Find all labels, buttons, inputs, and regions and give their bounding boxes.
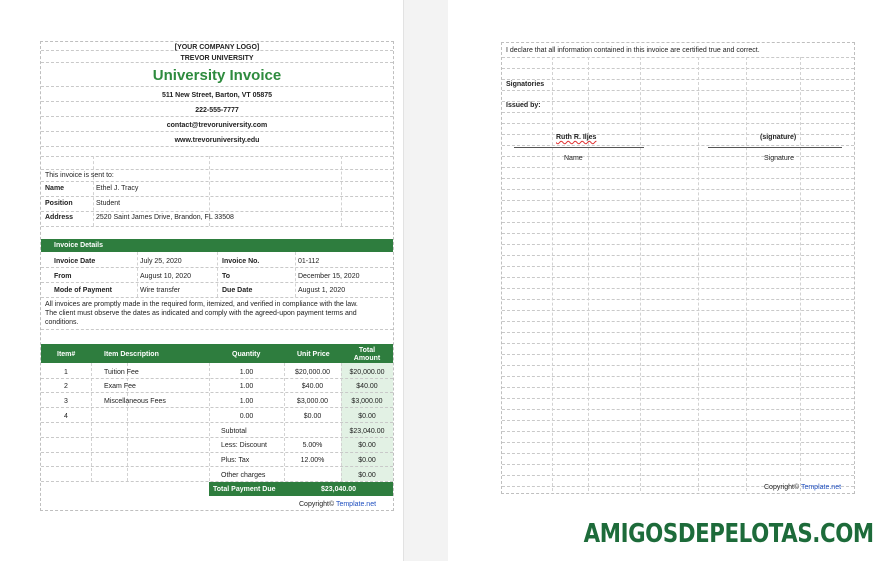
- grid-col-line: [746, 57, 747, 491]
- total-payment-label: Total Payment Due: [213, 486, 276, 493]
- item-qty: 0.00: [239, 413, 254, 420]
- total-payment-value: $23,040.00: [320, 486, 357, 493]
- grid-row-line: [502, 145, 854, 146]
- payment-mode-value[interactable]: Wire transfer: [140, 287, 181, 294]
- invoice-details-header: [41, 239, 393, 252]
- company-address: 511 New Street, Barton, VT 05875: [161, 92, 273, 99]
- invoice-details-title: Invoice Details: [54, 242, 104, 249]
- grid-row-line: [502, 464, 854, 465]
- payment-mode-label: Mode of Payment: [54, 287, 112, 294]
- grid-row-line: [502, 365, 854, 366]
- invoice-date-label: Invoice Date: [54, 258, 96, 265]
- invoice-date-value[interactable]: July 25, 2020: [140, 258, 182, 265]
- item-desc: Miscellaneous Fees: [104, 398, 166, 405]
- grid-row-line: [502, 409, 854, 410]
- item-qty: 1.00: [239, 383, 254, 390]
- recipient-address-value[interactable]: 2520 Saint James Drive, Brandon, FL 33508: [96, 214, 234, 221]
- copyright-2: [764, 484, 841, 491]
- grid-row-line: [502, 398, 854, 399]
- other-charges-value: $0.00: [358, 472, 376, 479]
- item-qty: 1.00: [239, 369, 254, 376]
- item-amount: $40.00: [356, 383, 378, 390]
- copyright-prefix: Copyright©: [299, 501, 335, 508]
- tax-value: $0.00: [358, 457, 376, 464]
- col-total-1: Total: [358, 347, 376, 354]
- sent-to-label: This invoice is sent to:: [45, 172, 114, 179]
- grid-row-line: [502, 310, 854, 311]
- item-amount: $20,000.00: [349, 369, 385, 376]
- recipient-position-value[interactable]: Student: [96, 200, 121, 207]
- item-desc: Exam Fee: [104, 383, 136, 390]
- name-signature-line: [514, 147, 644, 148]
- due-date-value[interactable]: August 1, 2020: [298, 287, 346, 294]
- recipient-position-label: Position: [45, 200, 73, 207]
- grid-col-line: [588, 57, 589, 491]
- items-header: [41, 344, 393, 363]
- grid-row-line: [502, 420, 854, 421]
- grid-row-line: [502, 431, 854, 432]
- grid-row-line: [502, 376, 854, 377]
- col-description: Item Description: [104, 351, 159, 358]
- grid-row-line: [502, 90, 854, 91]
- grid-row-line: [502, 244, 854, 245]
- recipient-name-label: Name: [45, 185, 65, 192]
- grid-row-line: [502, 211, 854, 212]
- page-gutter: [403, 0, 449, 561]
- grid-row-line: [502, 288, 854, 289]
- grid-row-line: [502, 112, 854, 113]
- template-link[interactable]: Template.net: [800, 484, 842, 491]
- grid-col-line: [698, 57, 699, 491]
- grid-row-line: [502, 134, 854, 135]
- grid-row-line: [502, 189, 854, 190]
- grid-row-line: [502, 68, 854, 69]
- terms-line-2: The client must observe the dates as indicated and comply with the agreed-upon payment terms and: [45, 310, 357, 317]
- grid-row-line: [502, 156, 854, 157]
- subtotal-value: $23,040.00: [349, 428, 385, 435]
- due-date-label: Due Date: [222, 287, 253, 294]
- grid-row-line: [502, 233, 854, 234]
- grid-row-line: [502, 354, 854, 355]
- name-caption: Name: [564, 155, 583, 162]
- item-no: 2: [64, 383, 68, 390]
- signer-name[interactable]: [556, 134, 596, 141]
- template-link[interactable]: Template.net: [335, 501, 377, 508]
- grid-row-line: [502, 222, 854, 223]
- total-payment-row: [209, 482, 393, 496]
- invoice-sheet: [40, 41, 394, 511]
- company-phone: 222-555-7777: [195, 107, 239, 114]
- invoice-title: University Invoice: [152, 67, 282, 84]
- grid-row-line: [502, 332, 854, 333]
- grid-row-line: [502, 299, 854, 300]
- copyright-1: [299, 501, 376, 508]
- col-quantity: Quantity: [232, 351, 261, 358]
- item-price: $40.00: [301, 383, 324, 390]
- signature-placeholder[interactable]: (signature): [760, 134, 797, 141]
- company-name: TREVOR UNIVERSITY: [180, 55, 254, 62]
- grid-row-line: [502, 321, 854, 322]
- company-email: contact@trevoruniversity.com: [166, 122, 268, 129]
- grid-row-line: [502, 200, 854, 201]
- grid-row-line: [502, 79, 854, 80]
- issued-by-label: Issued by:: [506, 102, 541, 109]
- invoice-no-value[interactable]: 01-112: [298, 258, 320, 265]
- signatories-label: Signatories: [506, 81, 545, 88]
- item-price: $3,000.00: [296, 398, 329, 405]
- grid-row-line: [502, 101, 854, 102]
- col-total-2: Amount: [353, 355, 381, 362]
- item-qty: 1.00: [239, 398, 254, 405]
- copyright-prefix: Copyright©: [764, 484, 800, 491]
- grid-row-line: [502, 57, 854, 58]
- to-label: To: [222, 273, 231, 280]
- recipient-name-value[interactable]: Ethel J. Tracy: [96, 185, 139, 192]
- col-item: Item#: [57, 351, 76, 358]
- signature-caption: Signature: [764, 155, 794, 162]
- declaration-text: I declare that all information contained in this invoice are certified true and correct.: [506, 47, 760, 54]
- grid-row-line: [502, 167, 854, 168]
- grid-row-line: [502, 277, 854, 278]
- site-watermark: AMIGOSDEPELOTAS.COM: [583, 519, 874, 549]
- other-charges-label: Other charges: [221, 472, 266, 479]
- item-desc: Tuition Fee: [104, 369, 139, 376]
- recipient-address-label: Address: [45, 214, 74, 221]
- invoice-no-label: Invoice No.: [222, 258, 260, 265]
- grid-col-line: [552, 57, 553, 491]
- grid-row-line: [502, 442, 854, 443]
- item-amount: $3,000.00: [351, 398, 383, 405]
- discount-rate[interactable]: 5.00%: [302, 442, 323, 449]
- from-value[interactable]: August 10, 2020: [140, 273, 191, 280]
- grid-row-line: [502, 178, 854, 179]
- col-unit-price: Unit Price: [297, 351, 330, 358]
- company-logo-placeholder[interactable]: [YOUR COMPANY LOGO]: [174, 44, 260, 51]
- grid-row-line: [502, 343, 854, 344]
- page-1: [0, 0, 403, 561]
- discount-value: $0.00: [358, 442, 376, 449]
- grid-row-line: [502, 123, 854, 124]
- page-2: [448, 0, 888, 561]
- subtotal-label: Subtotal: [221, 428, 247, 435]
- company-website: www.trevoruniversity.edu: [174, 137, 260, 144]
- grid-row-line: [502, 266, 854, 267]
- grid-col-line: [800, 57, 801, 491]
- signature-signature-line: [708, 147, 842, 148]
- tax-rate[interactable]: 12.00%: [300, 457, 325, 464]
- grid-row-line: [502, 475, 854, 476]
- terms-line-1: All invoices are promptly made in the required form, itemized, and verified in compliance with the law.: [45, 301, 358, 308]
- tax-label: Plus: Tax: [221, 457, 250, 464]
- item-amount: $0.00: [358, 413, 376, 420]
- grid-col-line: [640, 57, 641, 491]
- signature-sheet: [501, 42, 855, 494]
- item-price: $20,000.00: [294, 369, 331, 376]
- signer-name-text: Ruth R. Iljes: [556, 134, 597, 141]
- from-label: From: [54, 273, 72, 280]
- grid-row-line: [502, 387, 854, 388]
- to-value[interactable]: December 15, 2020: [298, 273, 360, 280]
- item-price: $0.00: [303, 413, 322, 420]
- grid-row-line: [502, 453, 854, 454]
- terms-line-3: conditions.: [45, 319, 79, 326]
- grid-row-line: [502, 255, 854, 256]
- discount-label: Less: Discount: [221, 442, 267, 449]
- item-no: 4: [64, 413, 68, 420]
- item-no: 1: [64, 369, 68, 376]
- item-no: 3: [64, 398, 68, 405]
